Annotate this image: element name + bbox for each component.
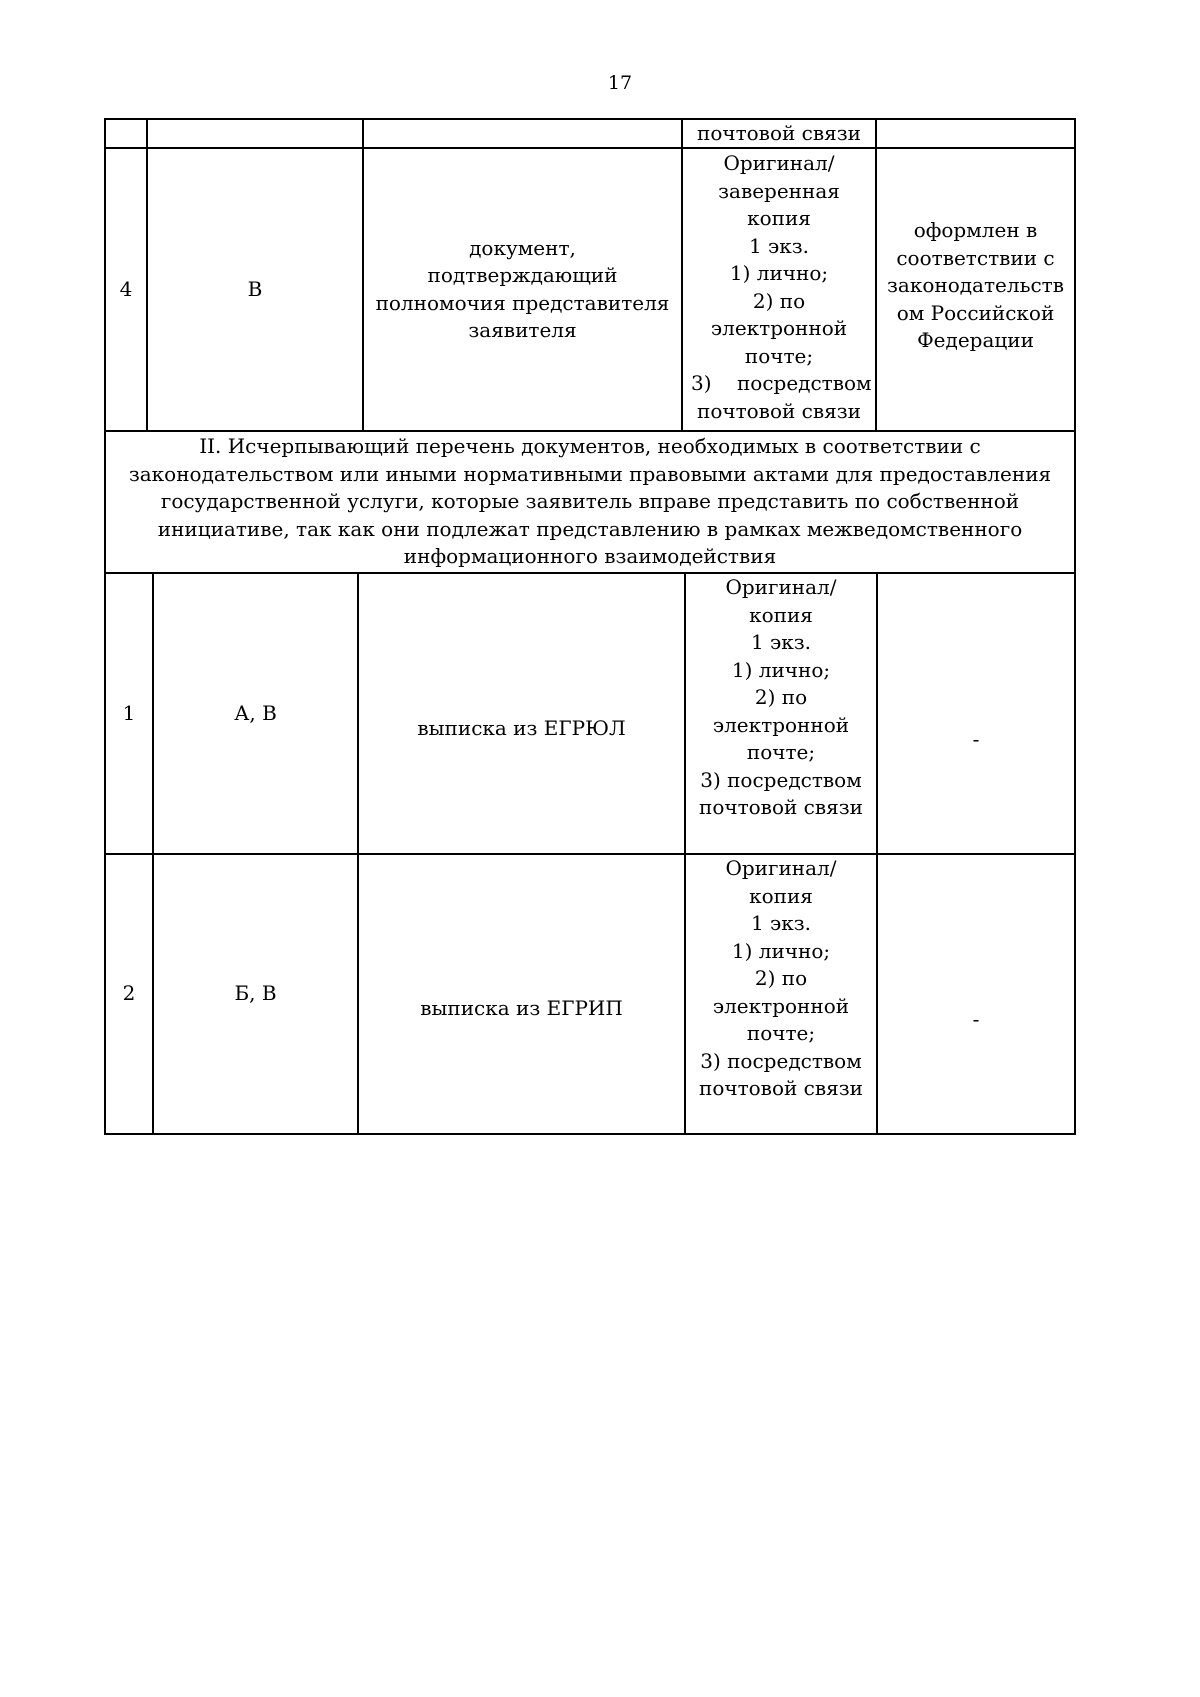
- s2-row2-document-cell: [359, 855, 684, 1133]
- s2-row2-document: выписка из ЕГРИП: [420, 996, 623, 1021]
- row4-method-line-9: 3) посредством: [691, 371, 872, 395]
- row4-category: В: [247, 276, 263, 301]
- s2-row2-requirements-cell: [878, 855, 1074, 1133]
- row4-category-cell: [148, 149, 362, 430]
- s2-row2-number-cell: [106, 855, 152, 1133]
- row4-method-line-2: заверенная: [718, 178, 840, 203]
- row4-method-line-8: почте;: [744, 343, 814, 368]
- s2-row2-category-cell: [154, 855, 357, 1133]
- row4-method-cell: [683, 149, 875, 430]
- continuation-method-cell: [683, 120, 875, 147]
- row4-method-line-10: почтовой связи: [696, 398, 861, 423]
- s2-row1-method-cell: [686, 574, 876, 853]
- s2-row2-number: 2: [122, 981, 136, 1006]
- row4-number: 4: [119, 276, 133, 301]
- s2-row1-number-cell: [106, 574, 152, 853]
- row4-method-line-6: 2) по: [752, 288, 806, 313]
- row4-method-line-3: копия: [747, 206, 811, 230]
- s2-row1-document-cell: [359, 574, 684, 853]
- section2-title: II. Исчерпывающий перечень документов, необходимых в соответствии с законодательством или иными нормативными правовыми актами для предоставления государственной услуги, которые заявитель вправе представить по собственной инициативе, так как они подлежат представлению в рамках межведомственного информационного взаимодействия: [128, 434, 1052, 569]
- row4-requirements-cell: [877, 149, 1074, 430]
- s2-row2-category: Б, В: [234, 981, 277, 1006]
- s2-row1-requirements-cell: [878, 574, 1074, 853]
- row4-method-line-7: электронной: [710, 316, 848, 340]
- row4-method-line-1: Оригинал/: [723, 151, 835, 175]
- s2-row2-requirements: -: [972, 1007, 980, 1032]
- s2-row2-method-cell: [686, 855, 876, 1133]
- s2-row1-document: выписка из ЕГРЮЛ: [417, 715, 626, 740]
- row4-method-line-4: 1 экз.: [748, 233, 810, 258]
- s2-row2-method: Оригинал/ копия 1 экз. 1) лично; 2) по электронной почте; 3) посредством почтовой связи: [698, 856, 863, 1100]
- s2-row1-number: 1: [122, 700, 136, 725]
- row4-number-cell: [106, 149, 146, 430]
- s2-row1-category: А, В: [234, 700, 277, 725]
- continuation-method-text: почтовой связи: [696, 120, 861, 145]
- row4-method-line-5: 1) лично;: [729, 261, 829, 285]
- row4-document-cell: [364, 149, 681, 430]
- row4-document: документ, подтверждающий полномочия представителя заявителя: [375, 235, 670, 342]
- section2-title-cell: [112, 432, 1068, 572]
- s2-row1-method: Оригинал/ копия 1 экз. 1) лично; 2) по электронной почте; 3) посредством почтовой связи: [698, 575, 863, 819]
- row4-requirements: оформлен в соответствии с законодательств ом Российской Федерации: [886, 218, 1064, 352]
- s2-row1-category-cell: [154, 574, 357, 853]
- s2-row1-requirements: -: [972, 726, 980, 751]
- page-number: 17: [607, 72, 633, 94]
